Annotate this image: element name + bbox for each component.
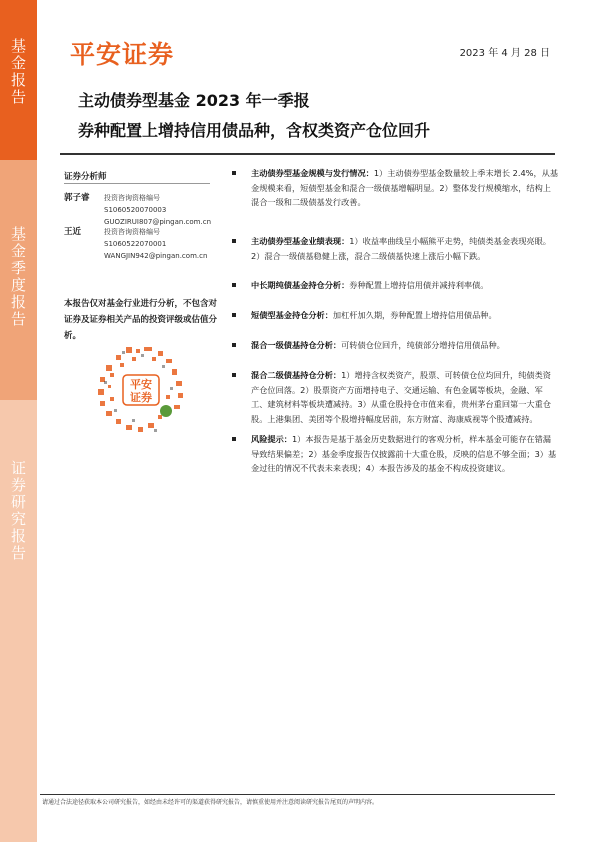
key-point-heading: 主动债券型基金规模与发行情况：	[251, 168, 374, 178]
analyst-cert: S1060522070001	[104, 240, 167, 248]
qr-logo-line1: 平安	[130, 378, 152, 391]
footer-divider	[40, 794, 555, 795]
key-point-heading: 混合一级债基持仓分析：	[251, 340, 342, 350]
bullet-square-icon	[232, 437, 236, 441]
key-point	[238, 278, 558, 293]
key-point-heading: 中长期纯债基金持仓分析：	[251, 280, 350, 290]
sidebar-segment-fund-report	[0, 0, 37, 160]
sidebar	[0, 0, 37, 842]
key-point-body: 1）收益率曲线呈小幅熊平走势，纯债类基金表现亮眼。2）混合一级债基稳健上涨，混合二级债基快速上涨后小幅下跌。	[251, 236, 551, 261]
sidebar-segment-quarterly-report	[0, 160, 37, 400]
bullet-square-icon	[232, 239, 236, 243]
key-point-body: 可转债仓位回升，纯债部分增持信用债品种。	[341, 340, 505, 350]
analyst-name: 王近	[64, 227, 82, 237]
key-point	[238, 432, 558, 476]
qr-code-image[interactable]	[96, 345, 186, 435]
key-point-body: 1）主动债券型基金数量较上季末增长 2.4%，从基金规模来看，短债型基金和混合一级债基增幅明显。2）整体发行规模缩水，结构上混合一级和二级债基发行改善。	[251, 168, 559, 207]
key-point-heading: 短债型基金持仓分析：	[251, 310, 333, 320]
analyst-email[interactable]: GUOZIRUI807@pingan.com.cn	[104, 218, 212, 226]
key-point	[238, 308, 558, 323]
scope-disclaimer: 本报告仅对基金行业进行分析，不包含对证券及证券相关产品的投资评级或估值分析。	[64, 299, 218, 341]
key-point-body: 1）增持含权类资产，股票、可转债仓位均回升，纯债类资产仓位回落。2）股票资产方面增持电子、交通运输、有色金属等板块，金融、军工、建筑材料等板块遭减持。3）从重仓股持仓市值来看，贵州茅台重回第一大重仓股。上港集团、美团等个股增持幅度居前，东方财富、海康威视等个股遭减持。	[251, 370, 551, 424]
report-date: 2023 年 4 月 28 日	[459, 48, 550, 59]
sidebar-label-fund-report: 基金报告	[9, 38, 27, 106]
key-point	[238, 234, 558, 263]
qr-badge-icon	[160, 405, 172, 417]
sidebar-label-quarterly-report: 基金季度报告	[9, 226, 27, 328]
bullet-square-icon	[232, 343, 236, 347]
bullet-square-icon	[232, 283, 236, 287]
report-subtitle: 券种配置上增持信用债品种，含权类资产仓位回升	[78, 121, 431, 140]
key-point-body: 1）本报告是基于基金历史数据进行的客观分析，样本基金可能存在错漏导致结果偏差；2）基金季度报告仅披露前十大重仓股，反映的信息不够全面；3）基金过往的情况不代表未来表现；4）本报告涉及的基金不构成投资建议。	[251, 434, 557, 473]
bullet-square-icon	[232, 171, 236, 175]
key-point	[238, 368, 558, 426]
key-point-body: 加杠杆加久期，券种配置上增持信用债品种。	[332, 310, 497, 320]
bullet-square-icon	[232, 313, 236, 317]
analysts-heading: 证券分析师	[64, 172, 107, 182]
bullet-square-icon	[232, 373, 236, 377]
key-point	[238, 338, 558, 353]
key-point-body: 券种配置上增持信用债并减持利率债。	[349, 280, 489, 290]
qr-logo-line2: 证券	[130, 391, 152, 404]
analyst-role: 投资咨询资格编号	[104, 228, 160, 236]
key-point-heading: 风险提示：	[251, 434, 292, 444]
analyst-name: 郭子睿	[64, 193, 90, 203]
title-divider	[60, 153, 555, 155]
analyst-email[interactable]: WANGJIN942@pingan.com.cn	[104, 252, 208, 260]
analysts-divider	[64, 183, 210, 184]
company-logo: 平安证券	[70, 40, 175, 69]
analyst-cert: S1060520070003	[104, 206, 167, 214]
sidebar-label-research-report: 证券研究报告	[9, 460, 27, 562]
sidebar-segment-research-report	[0, 400, 37, 842]
footer-notice: 请通过合法途径获取本公司研究报告，如经由未经许可的渠道获得研究报告，请慎重使用并注意阅读研究报告尾页的声明内容。	[42, 799, 379, 806]
key-point	[238, 166, 558, 210]
analyst-role: 投资咨询资格编号	[104, 194, 160, 202]
key-point-heading: 混合二级债基持仓分析：	[251, 370, 342, 380]
key-point-heading: 主动债券型基金业绩表现：	[251, 236, 350, 246]
report-title: 主动债券型基金 2023 年一季报	[78, 91, 310, 110]
